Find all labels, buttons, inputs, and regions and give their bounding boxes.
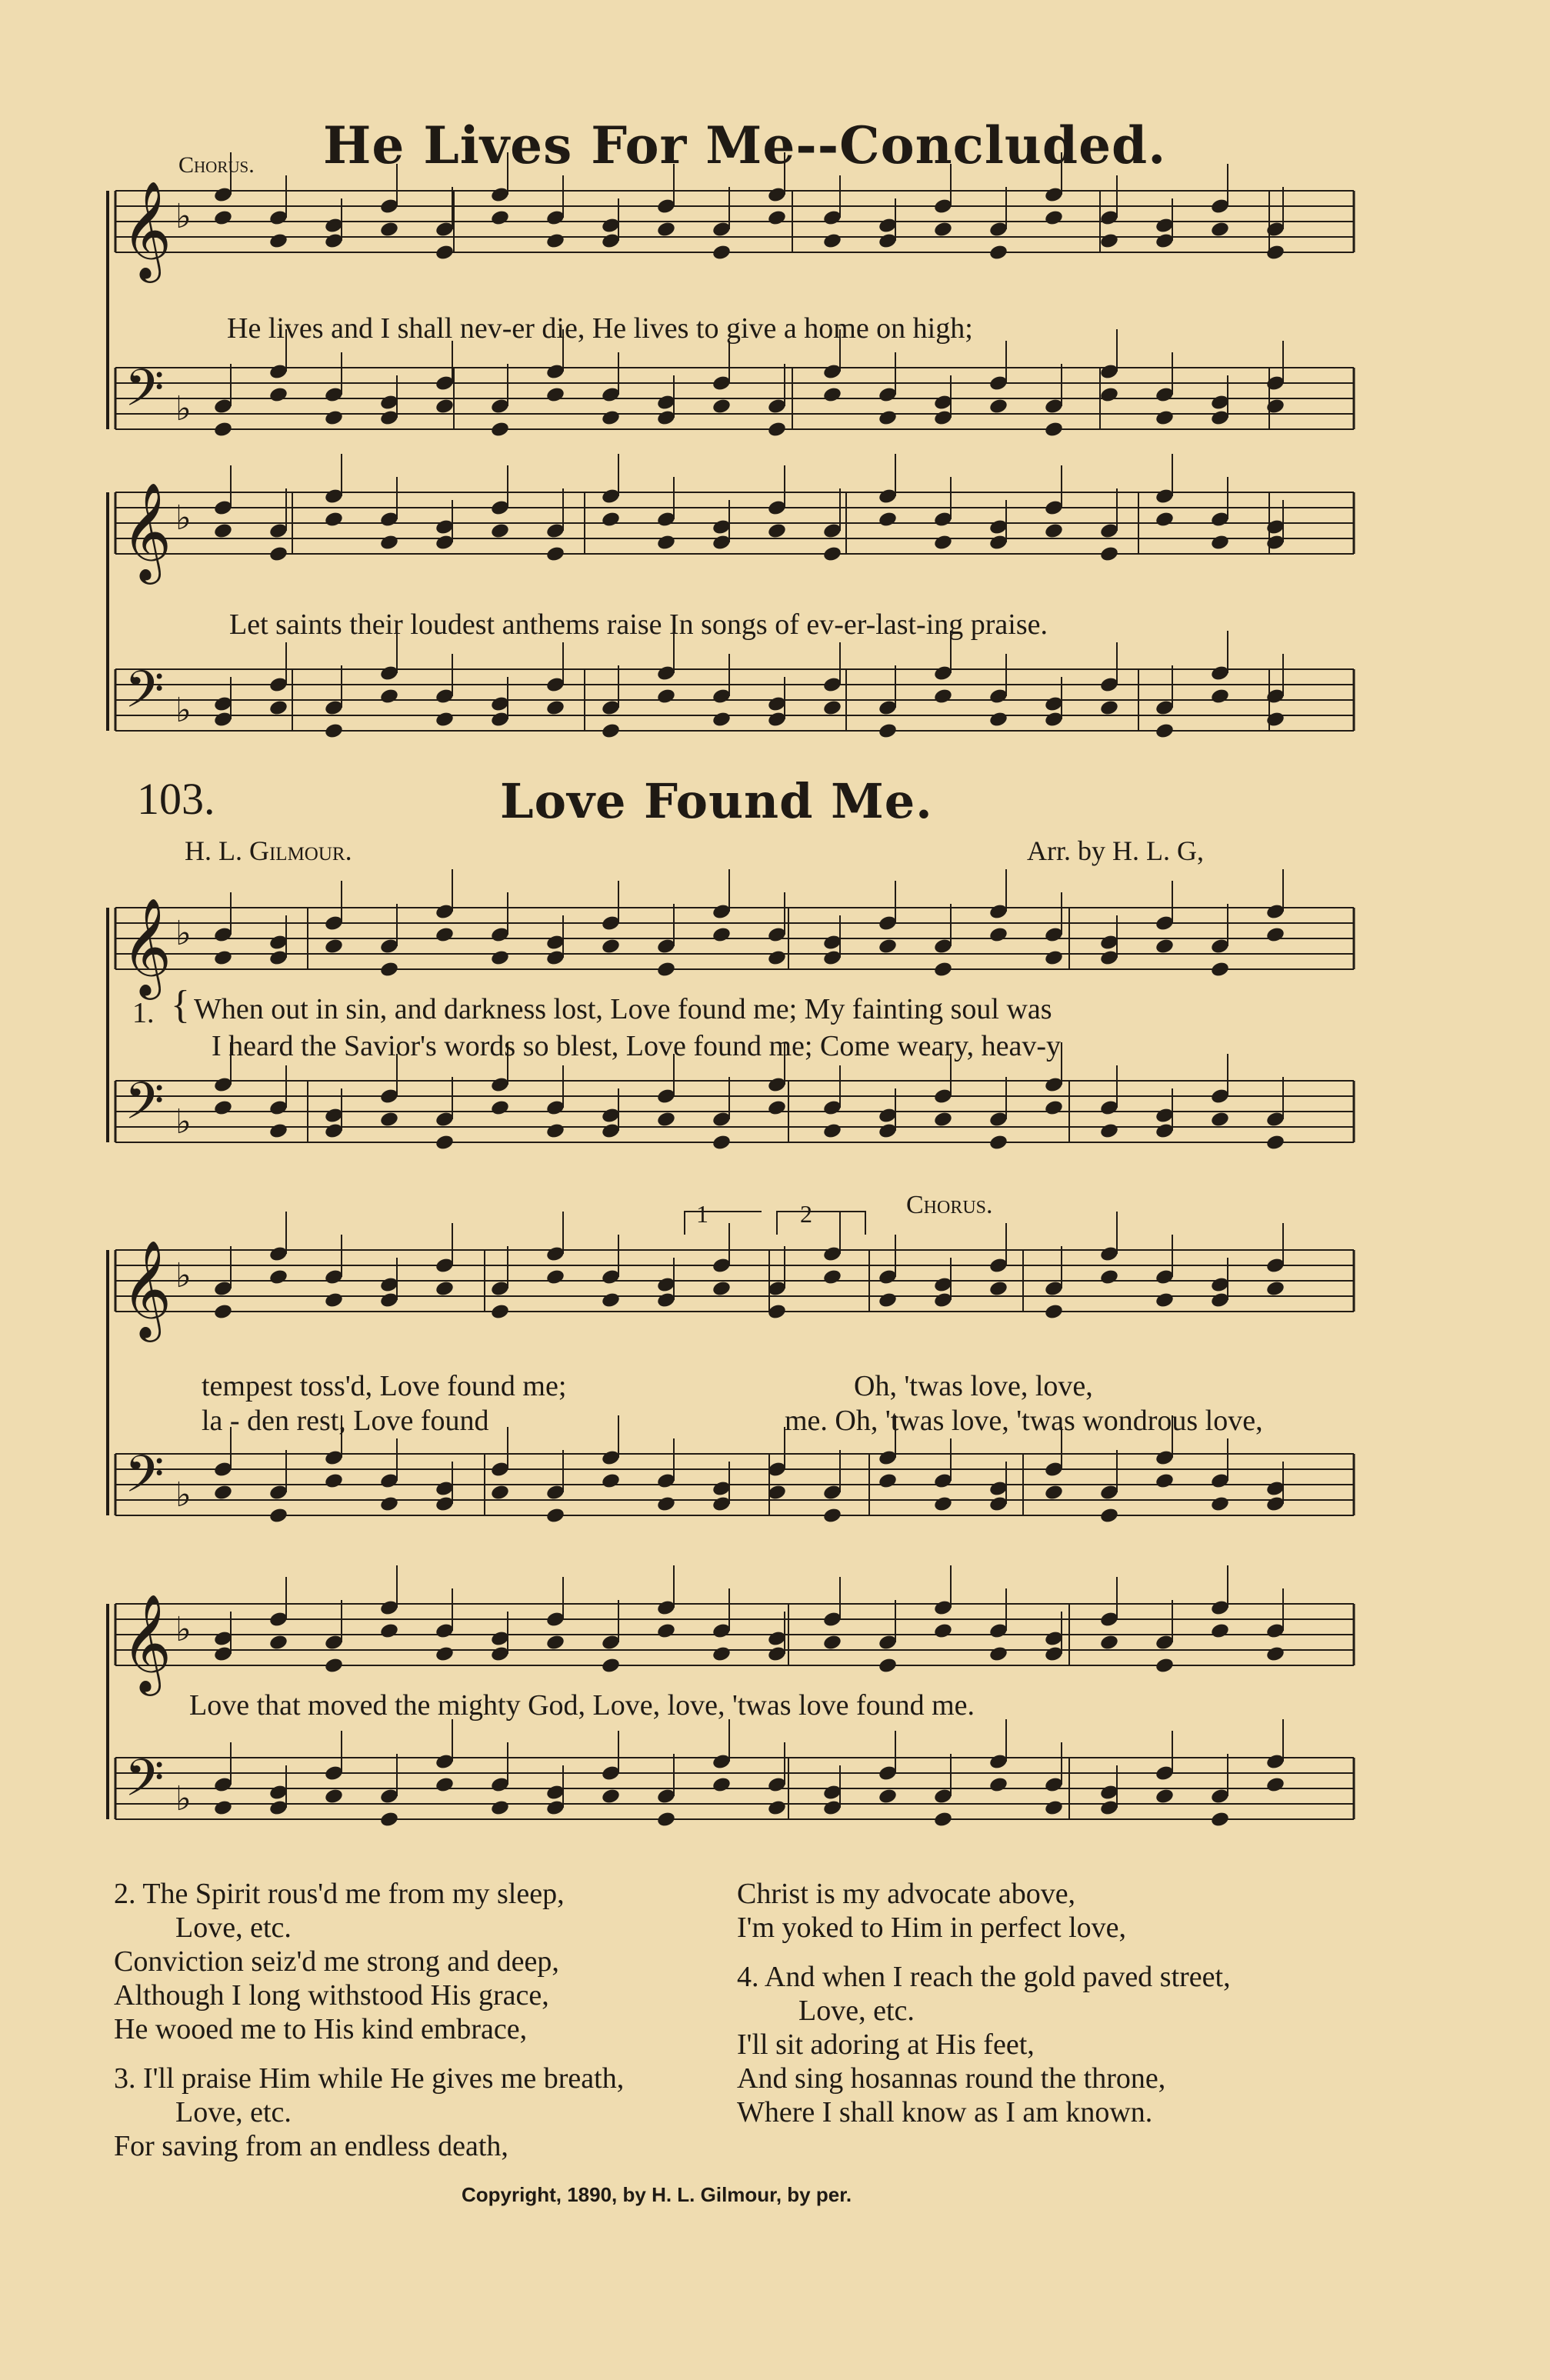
verse-line: And sing hosannas round the throne, (737, 2062, 1166, 2095)
note-head (601, 1657, 621, 1675)
note-head (1155, 409, 1175, 427)
note-head (213, 421, 233, 438)
note-head (988, 1134, 1008, 1152)
verse-line: Christ is my advocate above, (737, 1878, 1076, 1910)
note-head (1155, 1788, 1175, 1805)
note-head (268, 1507, 288, 1525)
note-head (822, 232, 842, 250)
note-head (767, 1099, 787, 1117)
note-head (1265, 398, 1285, 415)
note-head (1099, 1634, 1119, 1652)
flat-icon: ♭ (175, 197, 192, 236)
note-head (435, 711, 455, 728)
note-head (545, 699, 565, 717)
note-head (435, 1134, 455, 1152)
verse-line: He wooed me to His kind embrace, (114, 2013, 528, 2045)
flat-icon: ♭ (175, 914, 192, 953)
note-head (213, 522, 233, 540)
note-head (712, 926, 732, 944)
note-head (933, 1111, 953, 1128)
note-head (933, 534, 953, 552)
note-head (379, 1111, 399, 1128)
note-head (379, 961, 399, 978)
flat-icon: ♭ (175, 1610, 192, 1649)
flat-icon: ♭ (175, 498, 192, 538)
note-head (1210, 1111, 1230, 1128)
note-head (435, 1776, 455, 1794)
note-head (268, 1268, 288, 1286)
note-head (822, 545, 842, 563)
lyric-line: Love that moved the mighty God, Love, love, 'twas love found me. (189, 1689, 975, 1722)
note-head (435, 1280, 455, 1298)
note-head (712, 711, 732, 728)
note-head (601, 409, 621, 427)
note-head (1210, 534, 1230, 552)
brace-open: { (171, 983, 190, 1027)
note-head (490, 1484, 510, 1502)
note-head (1265, 711, 1285, 728)
ending-1: 1 (696, 1200, 708, 1228)
note-head (268, 545, 288, 563)
note-head (490, 1799, 510, 1817)
note-head (490, 522, 510, 540)
note-head (435, 398, 455, 415)
note-head (1099, 699, 1119, 717)
note-head (1210, 1622, 1230, 1640)
verse-spacer (737, 1945, 1429, 1960)
treble-clef-icon: 𝄞 (122, 1593, 172, 1692)
note-head (1265, 1776, 1285, 1794)
lyric-line: He lives and I shall nev-er die, He lives to give a home on high; (227, 312, 973, 345)
note-head (822, 1634, 842, 1652)
verse-spacer (114, 2046, 729, 2062)
note-head (1265, 244, 1285, 262)
verses-left (114, 1877, 729, 2163)
note-head (545, 232, 565, 250)
note-head (1210, 221, 1230, 238)
note-head (1099, 1122, 1119, 1140)
verse-line: Although I long withstood His grace, (114, 1979, 549, 2012)
note-head (712, 398, 732, 415)
lyric-line: Let saints their loudest anthems raise In songs of ev-er-last-ing praise. (229, 608, 1048, 641)
note-head (656, 534, 676, 552)
note-head (1265, 1280, 1285, 1298)
note-head (656, 1811, 676, 1828)
note-head (1099, 386, 1119, 404)
ending-bracket (777, 1212, 865, 1235)
arranger: Arr. by H. L. G, (1027, 835, 1204, 866)
note-head (324, 511, 344, 528)
note-head (933, 961, 953, 978)
verse-line: 4. And when I reach the gold paved street, (737, 1961, 1231, 1993)
note-head (656, 1622, 676, 1640)
note-head (712, 1134, 732, 1152)
lyric-line: When out in sin, and darkness lost, Love found me; My fainting soul was (194, 993, 1052, 1025)
note-head (878, 511, 898, 528)
note-head (878, 1292, 898, 1309)
note-head (435, 1645, 455, 1663)
note-head (1265, 1134, 1285, 1152)
note-head (712, 1280, 732, 1298)
note-head (601, 722, 621, 740)
note-head (1155, 511, 1175, 528)
note-head (379, 534, 399, 552)
note-head (268, 1634, 288, 1652)
note-head (379, 1811, 399, 1828)
note-head (933, 1495, 953, 1513)
note-head (268, 699, 288, 717)
note-head (1099, 1507, 1119, 1525)
verse-line: 3. I'll praise Him while He gives me breath, (114, 2062, 625, 2095)
note-head (324, 1657, 344, 1675)
note-head (878, 722, 898, 740)
note-head (933, 221, 953, 238)
note-head (379, 221, 399, 238)
bass-clef-icon: 𝄢 (125, 1072, 165, 1143)
note-head (1044, 1303, 1064, 1321)
note-head (767, 1799, 787, 1817)
note-head (767, 421, 787, 438)
note-head (435, 244, 455, 262)
verse-line: 2. The Spirit rous'd me from my sleep, (114, 1878, 565, 1910)
flat-icon: ♭ (175, 1102, 192, 1142)
verse-line: I'm yoked to Him in perfect love, (737, 1912, 1126, 1944)
note-head (379, 688, 399, 705)
note-head (1044, 421, 1064, 438)
note-head (324, 409, 344, 427)
note-head (1044, 522, 1064, 540)
note-head (213, 1099, 233, 1117)
note-head (490, 421, 510, 438)
note-head (435, 926, 455, 944)
note-head (1210, 1495, 1230, 1513)
note-head (1155, 1292, 1175, 1309)
note-head (1155, 938, 1175, 955)
lyric-line: Oh, 'twas love, love, (854, 1370, 1093, 1402)
note-head (1210, 1811, 1230, 1828)
verse-line: Love, etc. (798, 1995, 915, 2027)
note-head (213, 1303, 233, 1321)
note-head (213, 209, 233, 227)
note-head (656, 1111, 676, 1128)
note-head (490, 1303, 510, 1321)
note-head (213, 1799, 233, 1817)
note-head (490, 949, 510, 967)
flat-icon: ♭ (175, 691, 192, 730)
note-head (822, 1122, 842, 1140)
note-head (379, 1622, 399, 1640)
note-head (379, 1495, 399, 1513)
lyric-line: tempest toss'd, Love found me; (202, 1370, 567, 1402)
note-head (545, 1122, 565, 1140)
treble-clef-icon: 𝄞 (122, 180, 172, 278)
note-head (822, 699, 842, 717)
verse-line: Love, etc. (175, 2096, 292, 2128)
concluded-title: He Lives For Me--Concluded. (323, 115, 1167, 175)
note-head (988, 1645, 1008, 1663)
bass-clef-icon: 𝄢 (125, 1748, 165, 1820)
note-head (545, 1507, 565, 1525)
note-head (656, 961, 676, 978)
note-head (490, 1099, 510, 1117)
note-head (601, 511, 621, 528)
note-head (822, 386, 842, 404)
treble-clef-icon: 𝄞 (122, 482, 172, 580)
note-head (1099, 545, 1119, 563)
note-head (268, 386, 288, 404)
note-head (268, 1122, 288, 1140)
flat-icon: ♭ (175, 389, 192, 428)
note-head (822, 1507, 842, 1525)
verse-line: Where I shall know as I am known. (737, 2096, 1153, 2128)
note-head (878, 409, 898, 427)
note-head (1099, 1268, 1119, 1286)
note-head (1044, 209, 1064, 227)
chorus-label: Chorus. (906, 1191, 993, 1219)
note-head (1265, 926, 1285, 944)
note-head (712, 1776, 732, 1794)
verse-line: I'll sit adoring at His feet, (737, 2028, 1035, 2061)
note-head (601, 1472, 621, 1490)
verse-line: Love, etc. (175, 1912, 292, 1944)
note-head (324, 1472, 344, 1490)
note-head (933, 688, 953, 705)
note-head (988, 1280, 1008, 1298)
note-head (213, 949, 233, 967)
note-head (767, 209, 787, 227)
note-head (1265, 1645, 1285, 1663)
note-head (656, 1495, 676, 1513)
note-head (1044, 1099, 1064, 1117)
lyric-line: I heard the Savior's words so blest, Love found me; Come weary, heav-y (212, 1030, 1061, 1062)
ending-2: 2 (800, 1200, 812, 1228)
note-head (656, 688, 676, 705)
note-head (324, 1788, 344, 1805)
note-head (1099, 232, 1119, 250)
note-head (712, 244, 732, 262)
note-head (656, 221, 676, 238)
note-head (933, 1811, 953, 1828)
note-head (767, 522, 787, 540)
note-head (988, 926, 1008, 944)
hymn-number: 103. (137, 774, 215, 824)
note-head (601, 1788, 621, 1805)
flat-icon: ♭ (175, 1779, 192, 1818)
note-head (1210, 688, 1230, 705)
note-head (933, 1622, 953, 1640)
note-head (878, 1472, 898, 1490)
note-head (988, 244, 1008, 262)
note-head (324, 938, 344, 955)
verse-line: Conviction seiz'd me strong and deep, (114, 1945, 559, 1978)
note-head (1155, 1657, 1175, 1675)
author: H. L. Gilmour. (185, 835, 352, 866)
lyric-line: la - den rest, Love found (202, 1405, 489, 1437)
note-head (545, 545, 565, 563)
note-head (601, 1292, 621, 1309)
bass-clef-icon: 𝄢 (125, 660, 165, 732)
verse-line: For saving from an endless death, (114, 2130, 508, 2162)
note-head (213, 1484, 233, 1502)
chorus-label: Chorus. (178, 152, 255, 178)
treble-clef-icon: 𝄞 (122, 1239, 172, 1338)
treble-clef-icon: 𝄞 (122, 897, 172, 995)
note-head (878, 1788, 898, 1805)
note-head (878, 1657, 898, 1675)
note-head (545, 1268, 565, 1286)
note-head (712, 1645, 732, 1663)
note-head (545, 1634, 565, 1652)
note-head (1155, 1472, 1175, 1490)
lyric-line: me. Oh, 'twas love, 'twas wondrous love, (785, 1405, 1263, 1437)
bass-clef-icon: 𝄢 (125, 1445, 165, 1516)
note-head (1210, 961, 1230, 978)
note-head (601, 938, 621, 955)
note-head (1044, 1484, 1064, 1502)
note-head (1044, 1799, 1064, 1817)
note-head (878, 938, 898, 955)
note-head (268, 232, 288, 250)
note-head (988, 398, 1008, 415)
hymn-title: Love Found Me. (500, 773, 933, 829)
note-head (1155, 722, 1175, 740)
note-head (988, 1776, 1008, 1794)
note-head (324, 722, 344, 740)
copyright: Copyright, 1890, by H. L. Gilmour, by per. (462, 2183, 852, 2206)
note-head (490, 209, 510, 227)
note-head (767, 949, 787, 967)
note-head (822, 1268, 842, 1286)
verse-number: 1. (132, 997, 155, 1029)
note-head (324, 1292, 344, 1309)
bass-clef-icon: 𝄢 (125, 358, 165, 430)
flat-icon: ♭ (175, 1475, 192, 1515)
note-head (1044, 949, 1064, 967)
note-head (545, 386, 565, 404)
flat-icon: ♭ (175, 1256, 192, 1295)
note-head (988, 711, 1008, 728)
verses-right (737, 1877, 1429, 2129)
